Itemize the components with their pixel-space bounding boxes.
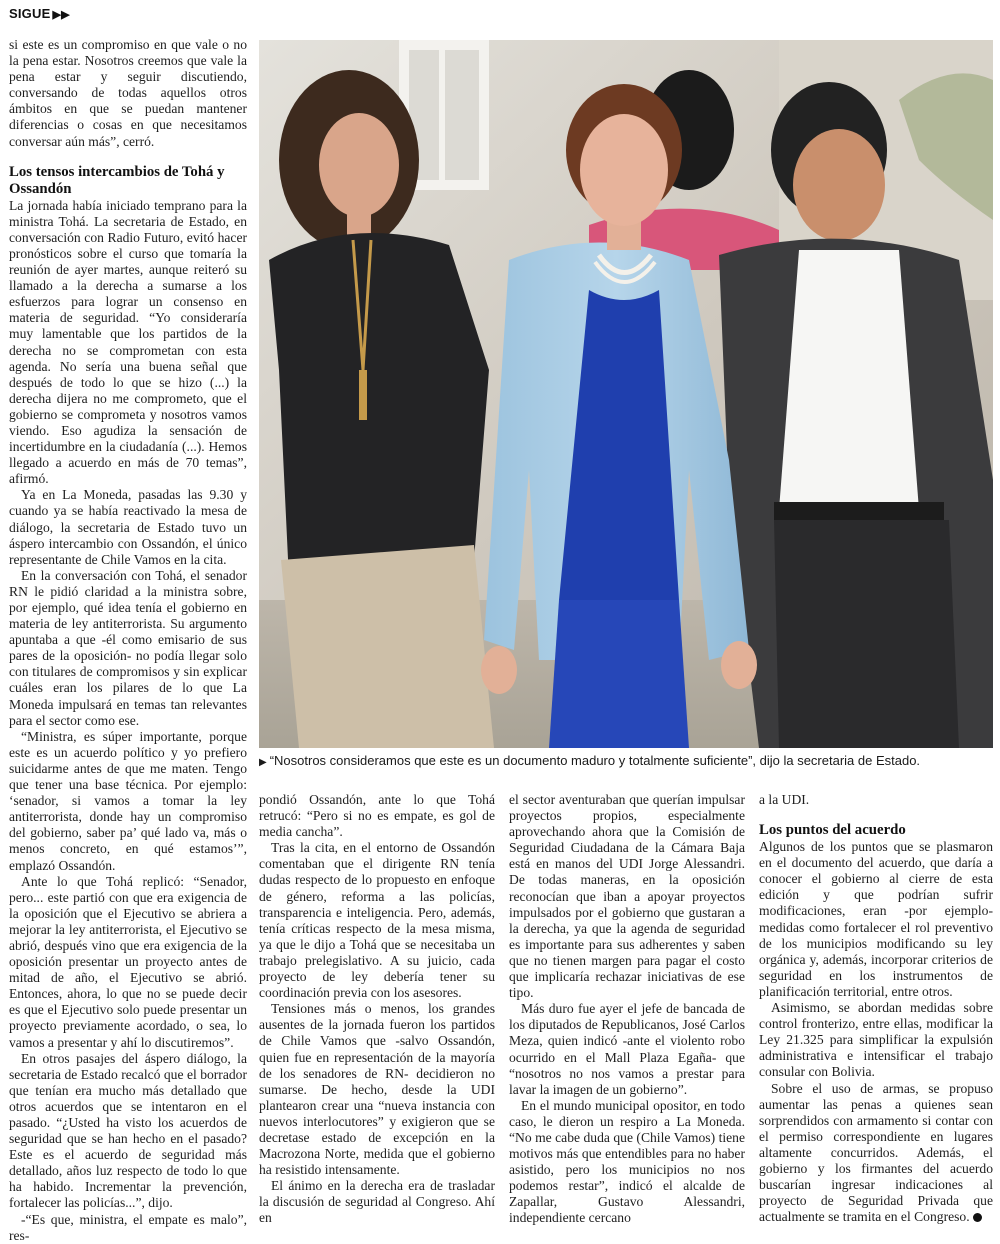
paragraph: En la conversación con Tohá, el senador RN le pidió claridad a la ministra sobre, por ejemplo, qué idea tenía el gobierno en materia de ley antiterrorista. Su argumento apuntaba a que -él como emisario de sus pares de la oposición- no podía llegar solo con titulares de compromisos y sin explicar cuáles eran los pilares de lo que La Moneda impulsará en temas tan relevantes para el sector como ese. (9, 567, 247, 728)
paragraph: -“Es que, ministra, el empate es malo”, res- (9, 1211, 247, 1243)
paragraph: En otros pasajes del áspero diálogo, la secretaria de Estado recalcó que el borrador que tenían era mucho más detallado que otros acuerdos que se intentaron en el pasado. “¿Usted ha visto los acuerdos de seguridad que se han hecho en el pasado? Este es el acuerdo de seguridad más detallado, años luz respecto de todo lo que ha habido. Incrementar la prevención, fortalecer las policías...”, dijo. (9, 1050, 247, 1211)
caption-arrow-icon: ▶ (259, 757, 267, 768)
section-heading: Los tensos intercambios de Tohá y Ossandón (9, 163, 225, 197)
article-column-2 (259, 792, 495, 1227)
end-of-article-dot-icon (973, 1213, 982, 1222)
continuation-label: SIGUE ▶▶ (9, 6, 70, 21)
article-column-4 (759, 792, 993, 1225)
paragraph: si este es un compromiso en que vale o no la pena estar. Nosotros creemos que vale la pena estar y seguir discutiendo, conversando de todas aquellos otros ámbitos en que se puedan mantener diferencias o cosas en que necesitamos conversar aún más”, cerró. (9, 37, 247, 149)
double-arrow-icon: ▶▶ (52, 9, 70, 21)
paragraph: pondió Ossandón, ante lo que Tohá retrucó: “Pero si no es empate, es gol de media cancha”. (259, 792, 495, 840)
caption-text: “Nosotros consideramos que este es un documento maduro y totalmente suficiente”, dijo la secretaria de Estado. (269, 753, 921, 768)
paragraph: Asimismo, se abordan medidas sobre control fronterizo, entre ellas, modificar la Ley 21.325 para simplificar la expulsión administrativa e intensificar el trabajo consular con Bolivia. (759, 1000, 993, 1080)
photo-illustration (259, 40, 993, 748)
paragraph: Ante lo que Tohá replicó: “Senador, pero... este partió con que era exigencia de la oposición que el Ejecutivo se abriera a mejorar la ley antiterrorista, el Ejecutivo se abrió, después vino que era exigencia de la oposición presentar un proyecto antes de mitad de año, el Ejecutivo se abrió. Entonces, ahora, lo que no se puede decir es que el Ejecutivo solo puede presentar un proyecto previamente acordado, o sea, lo vamos a presentar y ahí lo discutiremos”. (9, 873, 247, 1050)
paragraph: Tras la cita, en el entorno de Ossandón comentaban que el dirigente RN tenía dudas respecto de lo propuesto en enfoque de género, reforma a las policías, transparencia e inteligencia. Pero, además, tenía críticas respecto de la mesa misma, ya que le dijo a Tohá que se necesitaba un trabajo prelegislativo. A su juicio, cada proyecto de ley debería tener su coordinación previa con los asesores. (259, 840, 495, 1001)
paragraph: En el mundo municipal opositor, en todo caso, le dieron un respiro a La Moneda. “No me cabe duda que (Chile Vamos) tiene motivos más que entendibles para no haber asistido, pero los municipios no nos podemos restar”, indicó el alcalde de Zapallar, Gustavo Alessandri, independiente cercano (509, 1097, 745, 1226)
news-photo (259, 40, 993, 748)
paragraph: La jornada había iniciado temprano para la ministra Tohá. La secretaria de Estado, en conversación con Radio Futuro, evitó hacer pronósticos sobre el curso que tomaría la reunión de ayer martes, aunque reiteró su llamado a la derecha a sumarse a los esfuerzos para lograr un consenso en materia de seguridad. “Yo consideraría muy lamentable que los partidos de la derecha no se comprometan con esta agenda. No sería una buena señal que después de todo lo que se hizo (...) la derecha dijera no me comprometo, que el gobierno se comprometa y nosotros vamos viendo. Eso agudiza la sensación de incertidumbre en la ciudadanía (...). Hemos llegado a acuerdo en más de 70 temas”, afirmó. (9, 197, 247, 487)
paragraph: a la UDI. (759, 792, 810, 807)
paragraph: “Ministra, es súper importante, porque este es un acuerdo político y yo prefiero suicidarme antes de que me maten. Tengo que tener una base técnica. Por ejemplo: ‘senador, si vamos a tomar la ley antiterrorista, donde hay un compromiso del gobierno, saber pa’ qué lado va, más o menos concreto, en qué estamos’”, emplazó Ossandón. (9, 728, 247, 873)
photo-caption (259, 753, 999, 771)
article-column-1 (9, 37, 247, 1244)
article-column-3 (509, 792, 745, 1227)
paragraph: Más duro fue ayer el jefe de bancada de los diputados de Republicanos, José Carlos Meza, quien indicó -ante el violento robo ocurrido en el Mall Plaza Egaña- que “nosotros no nos vamos a prestar para lavar la imagen de un gobierno”. (509, 1001, 745, 1097)
paragraph: el sector aventuraban que querían impulsar proyectos propios, especialmente aprovechando ahora que la Comisión de Seguridad Ciudadana de la Cámara Baja está en manos del UDI Jorge Alessandri. De todas maneras, en la oposición reconocían que iban a apoyar proyectos impulsados por el gobierno que gustaran a la derecha, ya que la agenda de seguridad es importante para sus adherentes y saben que no tienen margen para pagar el costo que implicaría rechazar iniciativas de ese tipo. (509, 792, 745, 1001)
paragraph (759, 1081, 993, 1226)
paragraph: El ánimo en la derecha era de trasladar la discusión de seguridad al Congreso. Ahí en (259, 1178, 495, 1226)
paragraph: Algunos de los puntos que se plasmaron en el documento del acuerdo, que daría a conocer el gobierno al cierre de esta edición y que podrían sufrir modificaciones, eran -por ejemplo- medidas como fortalecer el rol preventivo de los municipios modificando su ley orgánica y, además, incorporar criterios de seguridad en los instrumentos de planificación territorial, entre otros. (759, 839, 993, 999)
section-heading: Los puntos del acuerdo (759, 822, 906, 839)
paragraph-text: Sobre el uso de armas, se propuso aumentar las penas a quienes sean sorprendidos con armamento si contar con el permiso correspondiente en lugares altamente concurridos. Además, el gobierno y los firmantes del acuerdo buscarían ingresar indicaciones al proyecto de Seguridad Privada que actualmente se tramita en el Congreso. (759, 1080, 993, 1225)
paragraph: Ya en La Moneda, pasadas las 9.30 y cuando ya se había reactivado la mesa de diálogo, la secretaria de Estado tuvo un áspero intercambio con Ossandón, el único representante de Chile Vamos en la cita. (9, 487, 247, 567)
paragraph: Tensiones más o menos, los grandes ausentes de la jornada fueron los partidos de Chile Vamos que -salvo Ossandón, quien fue en representación de la mayoría de los senadores de RN- decidieron no sumarse. De hecho, desde la UDI plantearon crear una “nueva instancia con nuevos interlocutores” y exigieron que se decretase estado de excepción en la Macrozona Norte, medida que el gobierno ha resistido intensamente. (259, 1001, 495, 1178)
